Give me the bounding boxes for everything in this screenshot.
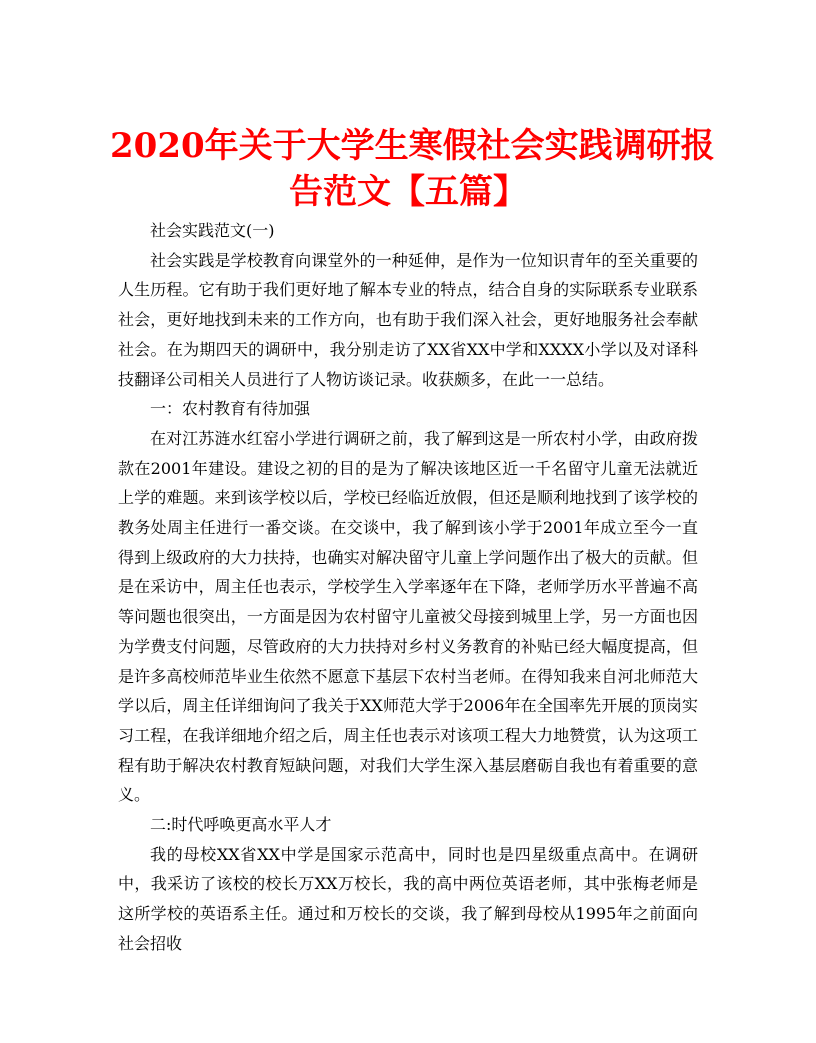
document-title xyxy=(110,123,715,215)
paragraph-rural-education: 在对江苏涟水红窑小学进行调研之前，我了解到这是一所农村小学，由政府拨款在2001年建设。建设之初的目的是为了解决该地区近一千名留守儿童无法就近上学的难题。来到该学校以后，学校已经临近放假，但还是顺利地找到了该学校的教务处周主任进行一番交谈。在交谈中，我了解到该小学于2001年成立至今一直得到上级政府的大力扶持，也确实对解决留守儿童上学问题作出了极大的贡献。但是在采访中，周主任也表示，学校学生入学率逐年在下降，老师学历水平普遍不高等问题也很突出，一方面是因为农村留守儿童被父母接到城里上学，另一方面也因为学费支付问题，尽管政府的大力扶持对乡村义务教育的补贴已经大幅度提高，但是许多高校师范毕业生依然不愿意下基层下农村当老师。在得知我来自河北师范大学以后，周主任详细询问了我关于XX师范大学于2006年在全国率先开展的顶岗实习工程，在我详细地介绍之后，周主任也表示对该项工程大力地赞赏，认为这项工程有助于解决农村教育短缺问题，对我们大学生深入基层磨砺自我也有着重要的意义。 xyxy=(118,428,698,805)
section-heading-rural-education: 一：农村教育有待加强 xyxy=(150,399,311,419)
title-line-1: 2020年关于大学生寒假社会实践调研报 xyxy=(110,125,715,166)
section-heading-practice-1: 社会实践范文(一) xyxy=(150,221,275,240)
document-body xyxy=(118,216,698,959)
paragraph-alma-mater: 我的母校XX省XX中学是国家示范高中，同时也是四星级重点高中。在调研中，我采访了该校的校长万XX万校长，我的高中两位英语老师，其中张梅老师是这所学校的英语系主任。通过和万校长的交谈，我了解到母校从1995年之前面向社会招收 xyxy=(118,844,698,953)
section-heading-talent: 二:时代呼唤更高水平人才 xyxy=(150,815,332,835)
paragraph-intro: 社会实践是学校教育向课堂外的一种延伸，是作为一位知识青年的至关重要的人生历程。它有助于我们更好地了解本专业的特点，结合自身的实际联系专业联系社会，更好地找到未来的工作方向，也有助于我们深入社会，更好地服务社会奉献社会。在为期四天的调研中，我分别走访了XX省XX中学和XXXX小学以及对译科技翻译公司相关人员进行了人物访谈记录。收获颇多，在此一一总结。 xyxy=(118,250,698,389)
title-line-2: 告范文【五篇】 xyxy=(289,171,527,212)
